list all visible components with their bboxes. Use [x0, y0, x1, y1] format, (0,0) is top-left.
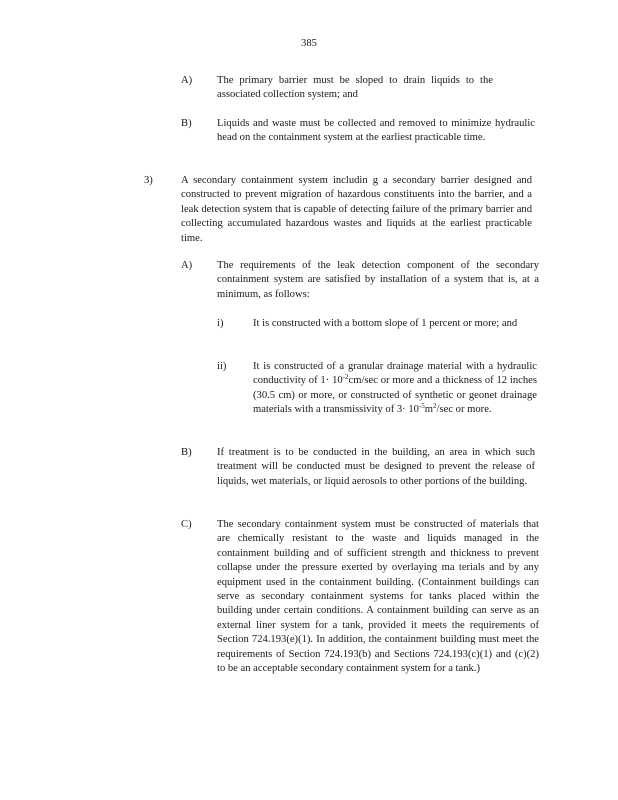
- item-text: The secondary containment system must be constructed of materials that are chemically resistant to the waste and liquids managed in the containment building and of sufficient strength and thickness to prevent collapse under the pressure exerted by overlaying ma terials and by any equipment used in the containment building. (Containment buildings can serve as secondary containment systems for tanks placed within the building under certain conditions. A containment building can serve as an external liner system for a tank, provided it meets the requirements of Section 724.193(e)(1). In addition, the containment building must meet the requirements of Section 724.193(b) and Sections 724.193(c)(1) and (c)(2) to be an acceptable secondary containment system for a tank.): [217, 519, 539, 675]
- text-segment: It is constructed of a granular drainage material with a hydraulic conductivity of 1· 10: [253, 361, 537, 387]
- item-label: ii): [217, 361, 227, 372]
- item-label: C): [181, 519, 192, 530]
- text-segment: cm/sec or more and a thickness of 12 inches (30.5 cm) or more, or constructed of synthetic or geonet drainage materials with a transmissivity of 3· 10: [253, 375, 537, 416]
- superscript: 2: [433, 402, 437, 411]
- superscript: -5: [418, 402, 425, 411]
- page-number: 385: [301, 38, 317, 49]
- item-label: A): [181, 260, 193, 271]
- item-text: [253, 360, 537, 418]
- item-label: B): [181, 118, 192, 129]
- text-segment: /sec or more.: [436, 404, 492, 416]
- item-text: Liquids and waste must be collected and removed to minimize hydraulic head on the containment system at the earliest practicable time.: [217, 118, 535, 144]
- superscript: -2: [342, 373, 349, 382]
- item-label: A): [181, 75, 193, 86]
- item-label: B): [181, 447, 192, 458]
- item-text: The requirements of the leak detection component of the secondary containment system are satisfied by installation of a system that is, at a minimum, as follows:: [217, 260, 539, 300]
- item-text: The primary barrier must be sloped to drain liquids to the associated collection system; and: [217, 75, 493, 101]
- item-text: A secondary containment system includin g a secondary barrier designed and constructed to prevent migration of hazardous constituents into the barrier, and a leak detection system that is capable of detecting failure of the primary barrier and collecting accumulated hazardous wastes and liquids at the earliest practicable time.: [181, 175, 532, 244]
- item-label: 3): [144, 175, 153, 186]
- text-segment: m: [424, 404, 434, 416]
- item-text: It is constructed with a bottom slope of 1 percent or more; and: [253, 318, 518, 329]
- item-label: i): [217, 318, 224, 329]
- item-text: If treatment is to be conducted in the building, an area in which such treatment will be conducted must be designed to prevent the release of liquids, wet materials, or liquid aerosols to other portions of the building.: [217, 447, 535, 487]
